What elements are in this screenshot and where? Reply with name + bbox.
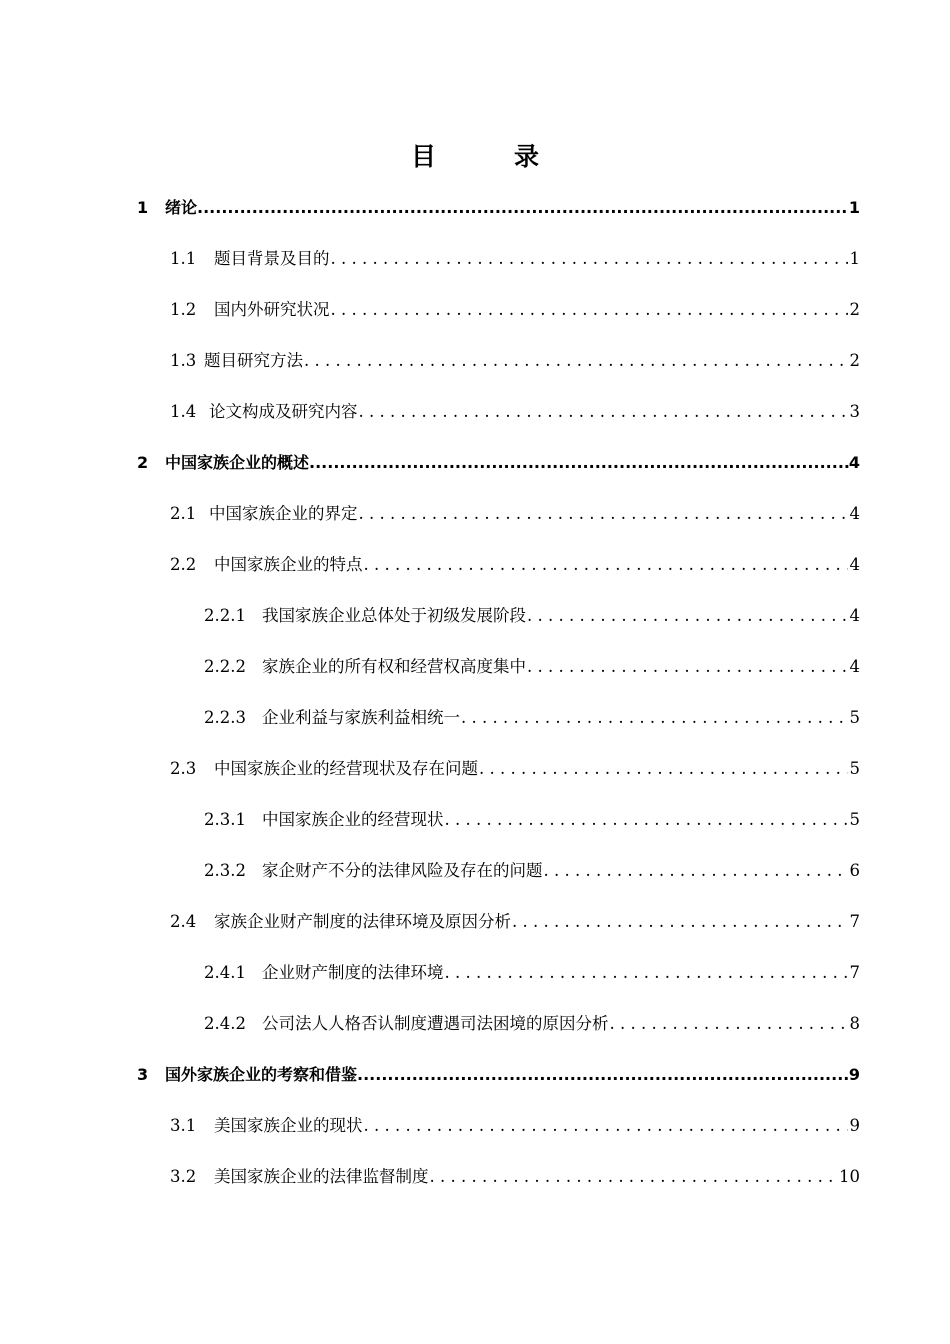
toc-entry-2-3-2[interactable] [204, 859, 860, 883]
toc-entry-2-2-2[interactable] [204, 655, 860, 679]
toc-entry-2[interactable] [137, 451, 860, 475]
entry-page: 4 [849, 504, 860, 523]
entry-title: 美国家族企业的法律监督制度 [214, 1167, 429, 1186]
entry-page: 7 [849, 912, 860, 931]
entry-title: 中国家族企业的界定 [209, 504, 358, 523]
entry-number: 2.2.3 [204, 708, 246, 727]
toc-entry-2-3[interactable] [170, 757, 860, 781]
entry-title: 中国家族企业的经营现状 [262, 810, 444, 829]
entry-number: 1.3 [170, 351, 197, 370]
dot-leader [359, 502, 848, 526]
entry-page: 5 [849, 810, 860, 829]
dot-leader [527, 655, 848, 679]
toc-entry-2-4[interactable] [170, 910, 860, 934]
entry-title: 绪论 [165, 198, 198, 217]
toc-entry-3[interactable] [137, 1063, 860, 1087]
entry-title: 美国家族企业的现状 [214, 1116, 363, 1135]
toc-entry-2-2-3[interactable] [204, 706, 860, 730]
toc-entry-2-4-1[interactable] [204, 961, 860, 985]
dot-leader [304, 349, 848, 373]
toc-entry-1-4[interactable] [170, 400, 860, 424]
dot-leader [479, 757, 848, 781]
dot-leader [364, 1114, 848, 1138]
entry-page: 4 [848, 453, 860, 472]
entry-page: 1 [849, 249, 860, 268]
dot-leader [331, 298, 848, 322]
entry-number: 1.2 [170, 300, 197, 319]
entry-number: 2.3 [170, 759, 197, 778]
dot-leader [197, 196, 849, 220]
dot-leader [512, 910, 848, 934]
dot-leader [461, 706, 848, 730]
entry-page: 5 [849, 759, 860, 778]
toc-title-char-1: 目 [410, 142, 436, 171]
entry-title: 公司法人人格否认制度遭遇司法困境的原因分析 [262, 1014, 609, 1033]
dot-leader [544, 859, 848, 883]
entry-number: 2.2.1 [204, 606, 246, 625]
entry-page: 8 [849, 1014, 860, 1033]
entry-title: 论文构成及研究内容 [209, 402, 358, 421]
entry-page: 9 [848, 1065, 860, 1084]
entry-number: 2 [137, 453, 149, 472]
entry-page: 10 [839, 1167, 860, 1186]
dot-leader [445, 961, 848, 985]
entry-page: 4 [849, 606, 860, 625]
entry-number: 2.3.1 [204, 810, 246, 829]
entry-page: 3 [849, 402, 860, 421]
dot-leader [309, 451, 849, 475]
entry-title: 中国家族企业的经营现状及存在问题 [214, 759, 478, 778]
entry-page: 5 [849, 708, 860, 727]
toc-entry-1[interactable] [137, 196, 860, 220]
dot-leader [610, 1012, 848, 1036]
dot-leader [364, 553, 848, 577]
dot-leader [357, 1063, 849, 1087]
entry-page: 4 [849, 555, 860, 574]
entry-title: 题目研究方法 [204, 351, 303, 370]
entry-number: 1.1 [170, 249, 197, 268]
entry-page: 2 [849, 351, 860, 370]
entry-number: 2.4.1 [204, 963, 246, 982]
entry-page: 1 [848, 198, 860, 217]
entry-number: 1 [137, 198, 149, 217]
entry-title: 家企财产不分的法律风险及存在的问题 [262, 861, 543, 880]
dot-leader [430, 1165, 838, 1189]
entry-number: 1.4 [170, 402, 197, 421]
entry-number: 3.1 [170, 1116, 197, 1135]
entry-title: 企业利益与家族利益相统一 [262, 708, 460, 727]
entry-page: 4 [849, 657, 860, 676]
entry-number: 3 [137, 1065, 149, 1084]
dot-leader [331, 247, 848, 271]
toc-entry-2-2[interactable] [170, 553, 860, 577]
entry-page: 9 [849, 1116, 860, 1135]
toc-entry-2-2-1[interactable] [204, 604, 860, 628]
toc-entry-1-3[interactable] [170, 349, 860, 373]
dot-leader [445, 808, 848, 832]
toc-entry-1-1[interactable] [170, 247, 860, 271]
toc-entry-2-4-2[interactable] [204, 1012, 860, 1036]
entry-number: 2.2.2 [204, 657, 246, 676]
dot-leader [527, 604, 848, 628]
entry-number: 2.1 [170, 504, 197, 523]
toc-title-char-2: 录 [514, 142, 540, 171]
toc-entry-3-2[interactable] [170, 1165, 860, 1189]
entry-page: 7 [849, 963, 860, 982]
entry-title: 家族企业财产制度的法律环境及原因分析 [214, 912, 511, 931]
entry-page: 6 [849, 861, 860, 880]
toc-entry-3-1[interactable] [170, 1114, 860, 1138]
entry-number: 2.2 [170, 555, 197, 574]
entry-title: 国外家族企业的考察和借鉴 [165, 1065, 358, 1084]
entry-title: 中国家族企业的特点 [214, 555, 363, 574]
toc-entry-2-1[interactable] [170, 502, 860, 526]
entry-title: 中国家族企业的概述 [165, 453, 310, 472]
toc-title [0, 137, 950, 173]
entry-title: 国内外研究状况 [214, 300, 330, 319]
entry-number: 3.2 [170, 1167, 197, 1186]
entry-title: 我国家族企业总体处于初级发展阶段 [262, 606, 526, 625]
dot-leader [359, 400, 848, 424]
toc-entry-2-3-1[interactable] [204, 808, 860, 832]
entry-number: 2.4 [170, 912, 197, 931]
entry-number: 2.3.2 [204, 861, 246, 880]
toc-entry-1-2[interactable] [170, 298, 860, 322]
entry-number: 2.4.2 [204, 1014, 246, 1033]
entry-page: 2 [849, 300, 860, 319]
entry-title: 家族企业的所有权和经营权高度集中 [262, 657, 526, 676]
entry-title: 企业财产制度的法律环境 [262, 963, 444, 982]
entry-title: 题目背景及目的 [214, 249, 330, 268]
